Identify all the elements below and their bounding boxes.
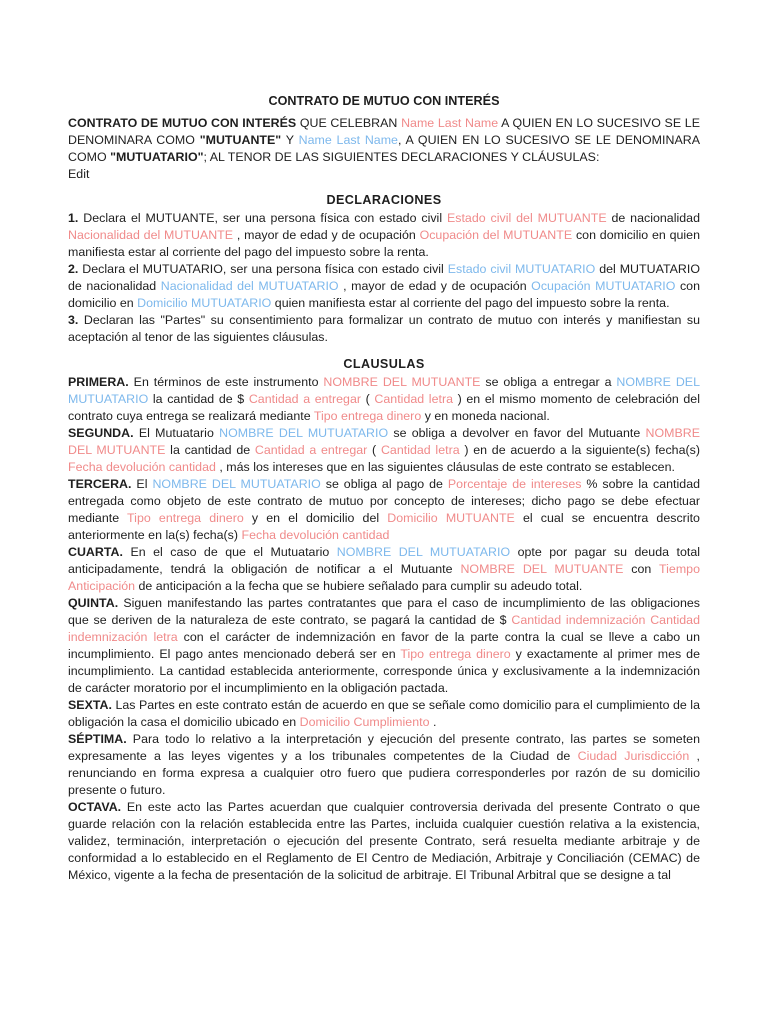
edit-link[interactable]: Edit (68, 167, 90, 181)
declaration-number: 2. (68, 262, 79, 276)
clause-text: En el caso de que el Mutuatario (122, 545, 337, 559)
placeholder-mutuatario-name[interactable]: Name Last Name (298, 133, 398, 147)
placeholder-estado-civil-mutuante[interactable]: Estado civil del MUTUANTE (446, 211, 607, 225)
clause-segunda (68, 425, 700, 476)
placeholder-ocupacion-mutuatario[interactable]: Ocupación MUTUATARIO (531, 279, 676, 293)
clause-text: y en moneda nacional. (421, 409, 550, 423)
declaraciones-heading: DECLARACIONES (326, 193, 442, 207)
declaration-text: quien manifiesta estar al corriente del pago del impuesto sobre la renta. (271, 296, 670, 310)
declaration-text: Declaran las "Partes" su consentimiento para formalizar un contrato de mutuo con interés y manifiestan su aceptación al tenor de las siguientes cláusulas. (68, 313, 700, 344)
intro-mutuatario-label: "MUTUATARIO" (110, 150, 204, 164)
placeholder-nacionalidad-mutuante[interactable]: Nacionalidad del MUTUANTE (68, 228, 234, 242)
clause-text: se obliga a entregar a (480, 375, 617, 389)
placeholder-nombre-mutuatario[interactable]: NOMBRE DEL MUTUATARIO (152, 477, 321, 491)
clause-text: El Mutuatario (133, 426, 220, 440)
placeholder-nombre-mutuatario[interactable]: NOMBRE DEL MUTUATARIO (336, 545, 511, 559)
declaration-2 (68, 261, 700, 312)
clause-septima (68, 731, 700, 799)
clause-text: . (429, 715, 437, 729)
declaration-text: de nacionalidad (606, 211, 700, 225)
placeholder-cantidad-indemnizacion[interactable]: Cantidad indemnización (511, 613, 646, 627)
clause-text: la cantidad de (165, 443, 255, 457)
clause-text: de anticipación a la fecha que se hubiere señalado para cumplir su adeudo total. (135, 579, 583, 593)
clause-text: con (623, 562, 660, 576)
clause-text: Las Partes en este contrato están de acuerdo en que se señale como domicilio para el cumplimiento de la obligación la casa el domicilio ubicado en (68, 698, 700, 729)
clause-text: la cantidad de $ (148, 392, 249, 406)
clause-label: SÉPTIMA. (68, 732, 127, 746)
placeholder-nombre-mutuante[interactable]: NOMBRE DEL MUTUANTE (323, 375, 481, 389)
clause-label: SEXTA. (68, 698, 112, 712)
intro-text: ; AL TENOR DE LAS SIGUIENTES DECLARACIONES Y CLÁUSULAS: (203, 150, 600, 164)
intro-contract-name: CONTRATO DE MUTUO CON INTERÉS (68, 116, 297, 130)
placeholder-cantidad-entregar[interactable]: Cantidad a entregar (248, 392, 362, 406)
placeholder-nombre-mutuatario[interactable]: NOMBRE DEL MUTUATARIO (219, 426, 389, 440)
clause-text: Para todo lo relativo a la interpretación y ejecución del presente contrato, las partes se someten expresamente a las leyes vigentes y a los tribunales competentes de la Ciudad de (68, 732, 700, 763)
declaration-3 (68, 312, 700, 346)
clause-label: QUINTA. (68, 596, 119, 610)
clause-label: PRIMERA. (68, 375, 129, 389)
clause-label: OCTAVA. (68, 800, 122, 814)
clause-label: TERCERA. (68, 477, 132, 491)
clause-text: se obliga al pago de (320, 477, 448, 491)
placeholder-nombre-mutuatario[interactable]: NOMBRE DEL MUTUATARIO (68, 375, 701, 406)
placeholder-domicilio-mutuante[interactable]: Domicilio MUTUANTE (387, 511, 515, 525)
placeholder-ciudad-jurisdiccion[interactable]: Ciudad Jurisdicción (577, 749, 690, 763)
clause-text: se obliga a devolver en favor del Mutuante (388, 426, 646, 440)
clause-text: ( (367, 443, 381, 457)
intro-mutuante-label: "MUTUANTE" (199, 133, 282, 147)
clause-text: opte por pagar su deuda total anticipadamente, tendrá la obligación de notificar a el Mutuante (68, 545, 701, 576)
placeholder-estado-civil-mutuatario[interactable]: Estado civil MUTUATARIO (447, 262, 596, 276)
clause-text: , más los intereses que en las siguientes cláusulas de este contrato se establecen. (215, 460, 675, 474)
declaration-1 (68, 210, 700, 261)
clause-sexta (68, 697, 700, 731)
clause-text: ) en el mismo momento de celebración del contrato cuya entrega se realizará mediante (68, 392, 700, 423)
intro-text: A QUIEN EN LO SUCESIVO SE LE DENOMINARA COMO (68, 116, 700, 147)
clause-primera (68, 374, 700, 425)
clause-text: El (131, 477, 153, 491)
placeholder-cantidad-letra[interactable]: Cantidad letra (380, 443, 460, 457)
placeholder-domicilio-mutuatario[interactable]: Domicilio MUTUATARIO (137, 296, 272, 310)
declaration-text: Declara el MUTUANTE, ser una persona física con estado civil (78, 211, 447, 225)
placeholder-mutuante-name[interactable]: Name Last Name (401, 116, 499, 130)
placeholder-tipo-entrega[interactable]: Tipo entrega dinero (313, 409, 422, 423)
intro-paragraph (68, 115, 700, 183)
clause-text: y en el domicilio del (243, 511, 388, 525)
declaration-text: con domicilio en (68, 279, 701, 310)
placeholder-cantidad-indemnizacion-letra[interactable]: Cantidad indemnización letra (68, 613, 700, 644)
clause-text: el cual se encuentra descrito anteriormente en la(s) fecha(s) (68, 511, 700, 542)
declaration-text: del MUTUATARIO de nacionalidad (68, 262, 700, 293)
clause-text: % sobre la cantidad entregada como objeto de este contrato de mutuo por concepto de intereses; dicho pago se debe efectuar mediante (68, 477, 701, 525)
clause-label: CUARTA. (68, 545, 123, 559)
declaration-number: 3. (68, 313, 79, 327)
document-title: CONTRATO DE MUTUO CON INTERÉS (268, 94, 500, 108)
clause-quinta (68, 595, 700, 697)
placeholder-cantidad-letra[interactable]: Cantidad letra (374, 392, 454, 406)
placeholder-nacionalidad-mutuatario[interactable]: Nacionalidad del MUTUATARIO (160, 279, 339, 293)
placeholder-ocupacion-mutuante[interactable]: Ocupación del MUTUANTE (419, 228, 573, 242)
clause-text: con el carácter de indemnización en favor de la parte contra la cual se lleve a cabo un incumplimiento. El pago antes mencionado deberá ser en (68, 630, 700, 661)
declaration-text: con domicilio en quien manifiesta estar al corriente del pago del impuesto sobre la renta. (68, 228, 700, 259)
clause-text: ) en de acuerdo a la siguiente(s) fecha(s) (459, 443, 700, 457)
clause-tercera (68, 476, 700, 544)
clause-label: SEGUNDA. (68, 426, 134, 440)
declaration-text: , mayor de edad y de ocupación (233, 228, 420, 242)
placeholder-nombre-mutuante[interactable]: NOMBRE DEL MUTUANTE (68, 426, 700, 457)
placeholder-domicilio-cumplimiento[interactable]: Domicilio Cumplimiento (299, 715, 430, 729)
placeholder-fecha-devolucion[interactable]: Fecha devolución cantidad (68, 460, 216, 474)
intro-text: QUE CELEBRAN (296, 116, 402, 130)
clause-octava (68, 799, 700, 884)
placeholder-nombre-mutuante[interactable]: NOMBRE DEL MUTUANTE (460, 562, 624, 576)
clause-text: y exactamente al primer mes de incumplimiento. La cantidad establecida anteriormente, corresponde única y exclusivamente a la indemnización de carácter moratorio por el incumplimiento en la obligación pactada. (68, 647, 700, 695)
intro-text: Y (281, 133, 299, 147)
clause-cuarta (68, 544, 700, 595)
placeholder-cantidad-entregar[interactable]: Cantidad a entregar (254, 443, 368, 457)
clause-text: ( (361, 392, 375, 406)
declaration-number: 1. (68, 211, 79, 225)
clause-text: , renunciando en forma expresa a cualquier otro fuero que pudiera corresponderles por razón de su domicilio presente o futuro. (68, 749, 700, 797)
clause-text: Siguen manifestando las partes contratantes que para el caso de incumplimiento de las obligaciones que se deriven de la naturaleza de este contrato, se pagará la cantidad de $ (68, 596, 700, 627)
placeholder-tipo-entrega[interactable]: Tipo entrega dinero (400, 647, 511, 661)
clause-text: En términos de este instrumento (128, 375, 324, 389)
placeholder-tiempo-anticipacion[interactable]: Tiempo Anticipación (68, 562, 700, 593)
clause-text: En este acto las Partes acuerdan que cualquier controversia derivada del presente Contrato o que guarde relación con la relación establecida entre las Partes, incluida cualquier cuestión relativa a la existencia, validez, terminación, interpretación o ejecución del presente Contrato, será resuelta mediante arbitraje y de conformidad a lo establecido en el Reglamento de El Centro de Mediación, Arbitraje y Conciliación (CEMAC) de México, vigente a la fecha de presentación de la solicitud de arbitraje. El Tribunal Arbitral que se designe a tal (68, 800, 700, 882)
placeholder-fecha-devolucion[interactable]: Fecha devolución cantidad (241, 528, 390, 542)
declaration-text: , mayor de edad y de ocupación (338, 279, 532, 293)
placeholder-porcentaje-intereses[interactable]: Porcentaje de intereses (447, 477, 582, 491)
intro-text: , A QUIEN EN LO SUCESIVO SE LE DENOMINARA COMO (68, 133, 700, 164)
clausulas-heading: CLAUSULAS (343, 357, 425, 371)
declaration-text: Declara el MUTUATARIO, ser una persona física con estado civil (78, 262, 448, 276)
placeholder-tipo-entrega[interactable]: Tipo entrega dinero (127, 511, 244, 525)
